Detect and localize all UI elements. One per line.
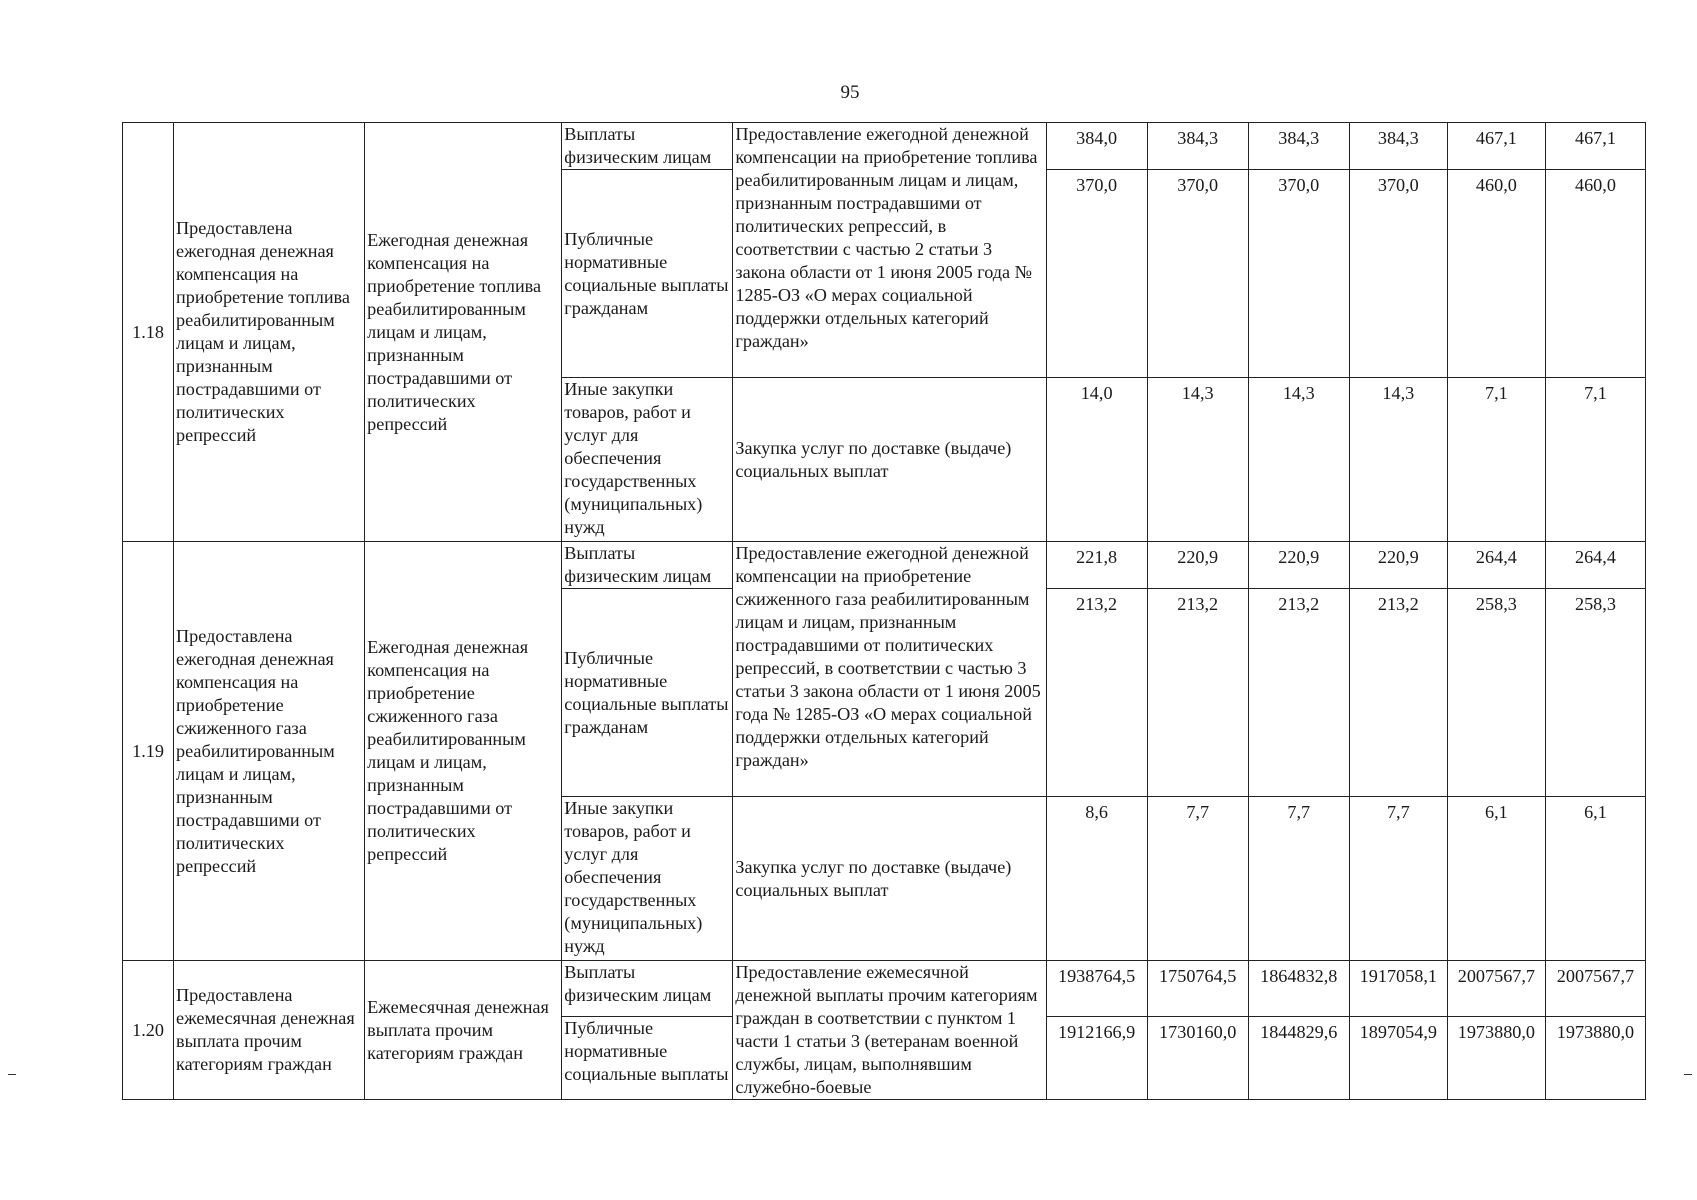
page-number: 95 xyxy=(840,82,860,103)
value-cell: 6,1 xyxy=(1545,797,1645,961)
value-cell: 384,3 xyxy=(1349,123,1447,170)
value-cell: 7,7 xyxy=(1248,797,1349,961)
measure-cell: Ежемесячная денежная выплата прочим категориям граждан xyxy=(365,961,562,1100)
value-cell: 467,1 xyxy=(1447,123,1545,170)
expense-type-cell: Публичные нормативные социальные выплаты гражданам xyxy=(562,589,733,797)
value-cell: 264,4 xyxy=(1545,542,1645,589)
value-cell: 384,3 xyxy=(1248,123,1349,170)
value-cell: 213,2 xyxy=(1248,589,1349,797)
row-number: 1.20 xyxy=(123,961,174,1100)
value-cell: 14,3 xyxy=(1349,378,1447,542)
value-cell: 7,1 xyxy=(1545,378,1645,542)
value-cell: 220,9 xyxy=(1349,542,1447,589)
value-cell: 8,6 xyxy=(1046,797,1147,961)
description-cell: Закупка услуг по доставке (выдаче) социальных выплат xyxy=(733,797,1046,961)
value-cell: 213,2 xyxy=(1147,589,1248,797)
expense-type-cell: Выплаты физическим лицам xyxy=(562,542,733,589)
margin-mark-right xyxy=(1684,1074,1692,1075)
expense-type-cell: Выплаты физическим лицам xyxy=(562,961,733,1017)
table-row xyxy=(123,542,1646,589)
expense-type-cell: Иные закупки товаров, работ и услуг для обеспечения государственных (муниципальных) нужд xyxy=(562,378,733,542)
value-cell: 2007567,7 xyxy=(1447,961,1545,1017)
value-cell: 1938764,5 xyxy=(1046,961,1147,1017)
value-cell: 1750764,5 xyxy=(1147,961,1248,1017)
value-cell: 370,0 xyxy=(1248,170,1349,378)
value-cell: 6,1 xyxy=(1447,797,1545,961)
value-cell: 370,0 xyxy=(1349,170,1447,378)
value-cell: 213,2 xyxy=(1046,589,1147,797)
value-cell: 14,0 xyxy=(1046,378,1147,542)
value-cell: 7,1 xyxy=(1447,378,1545,542)
expense-type-cell: Публичные нормативные социальные выплаты гражданам xyxy=(562,170,733,378)
measure-cell: Ежегодная денежная компенсация на приобретение сжиженного газа реабилитированным лицам и лицам, признанным пострадавшими от политических репрессий xyxy=(365,542,562,961)
value-cell: 1897054,9 xyxy=(1349,1016,1447,1099)
table-row xyxy=(123,961,1646,1017)
description-cell: Предоставление ежегодной денежной компенсации на приобретение топлива реабилитированным лицам и лицам, признанным пострадавшими от политических репрессий, в соответствии с частью 2 статьи 3 закона области от 1 июня 2005 года № 1285-ОЗ «О мерах социальной поддержки отдельных категорий граждан» xyxy=(733,123,1046,378)
value-cell: 7,7 xyxy=(1349,797,1447,961)
value-cell: 220,9 xyxy=(1248,542,1349,589)
value-cell: 14,3 xyxy=(1147,378,1248,542)
value-cell: 460,0 xyxy=(1447,170,1545,378)
value-cell: 220,9 xyxy=(1147,542,1248,589)
value-cell: 221,8 xyxy=(1046,542,1147,589)
value-cell: 460,0 xyxy=(1545,170,1645,378)
value-cell: 264,4 xyxy=(1447,542,1545,589)
value-cell: 1730160,0 xyxy=(1147,1016,1248,1099)
value-cell: 1844829,6 xyxy=(1248,1016,1349,1099)
value-cell: 213,2 xyxy=(1349,589,1447,797)
expense-type-cell: Иные закупки товаров, работ и услуг для обеспечения государственных (муниципальных) нужд xyxy=(562,797,733,961)
row-number: 1.19 xyxy=(123,542,174,961)
value-cell: 1917058,1 xyxy=(1349,961,1447,1017)
expense-type-cell: Публичные нормативные социальные выплаты xyxy=(562,1016,733,1099)
description-cell: Предоставление ежемесячной денежной выплаты прочим категориям граждан в соответствии с пунктом 1 части 1 статьи 3 (ветеранам военной службы, лицам, выполнявшим служебно-боевые xyxy=(733,961,1046,1100)
value-cell: 258,3 xyxy=(1545,589,1645,797)
value-cell: 384,0 xyxy=(1046,123,1147,170)
value-cell: 370,0 xyxy=(1147,170,1248,378)
value-cell: 384,3 xyxy=(1147,123,1248,170)
value-cell: 467,1 xyxy=(1545,123,1645,170)
value-cell: 370,0 xyxy=(1046,170,1147,378)
result-cell: Предоставлена ежегодная денежная компенсация на приобретение сжиженного газа реабилитированным лицам и лицам, признанным пострадавшими от политических репрессий xyxy=(174,542,365,961)
value-cell: 14,3 xyxy=(1248,378,1349,542)
value-cell: 1973880,0 xyxy=(1545,1016,1645,1099)
measure-cell: Ежегодная денежная компенсация на приобретение топлива реабилитированным лицам и лицам, признанным пострадавшими от политических репрессий xyxy=(365,123,562,542)
budget-table xyxy=(122,122,1646,1100)
value-cell: 258,3 xyxy=(1447,589,1545,797)
row-number: 1.18 xyxy=(123,123,174,542)
result-cell: Предоставлена ежемесячная денежная выплата прочим категориям граждан xyxy=(174,961,365,1100)
value-cell: 7,7 xyxy=(1147,797,1248,961)
result-cell: Предоставлена ежегодная денежная компенсация на приобретение топлива реабилитированным лицам и лицам, признанным пострадавшими от политических репрессий xyxy=(174,123,365,542)
margin-mark-left xyxy=(8,1074,16,1075)
description-cell: Закупка услуг по доставке (выдаче) социальных выплат xyxy=(733,378,1046,542)
value-cell: 1973880,0 xyxy=(1447,1016,1545,1099)
value-cell: 2007567,7 xyxy=(1545,961,1645,1017)
description-cell: Предоставление ежегодной денежной компенсации на приобретение сжиженного газа реабилитированным лицам и лицам, признанным пострадавшими от политических репрессий, в соответствии с частью 3 статьи 3 закона области от 1 июня 2005 года № 1285-ОЗ «О мерах социальной поддержки отдельных категорий граждан» xyxy=(733,542,1046,797)
value-cell: 1912166,9 xyxy=(1046,1016,1147,1099)
table-row xyxy=(123,123,1646,170)
expense-type-cell: Выплаты физическим лицам xyxy=(562,123,733,170)
value-cell: 1864832,8 xyxy=(1248,961,1349,1017)
